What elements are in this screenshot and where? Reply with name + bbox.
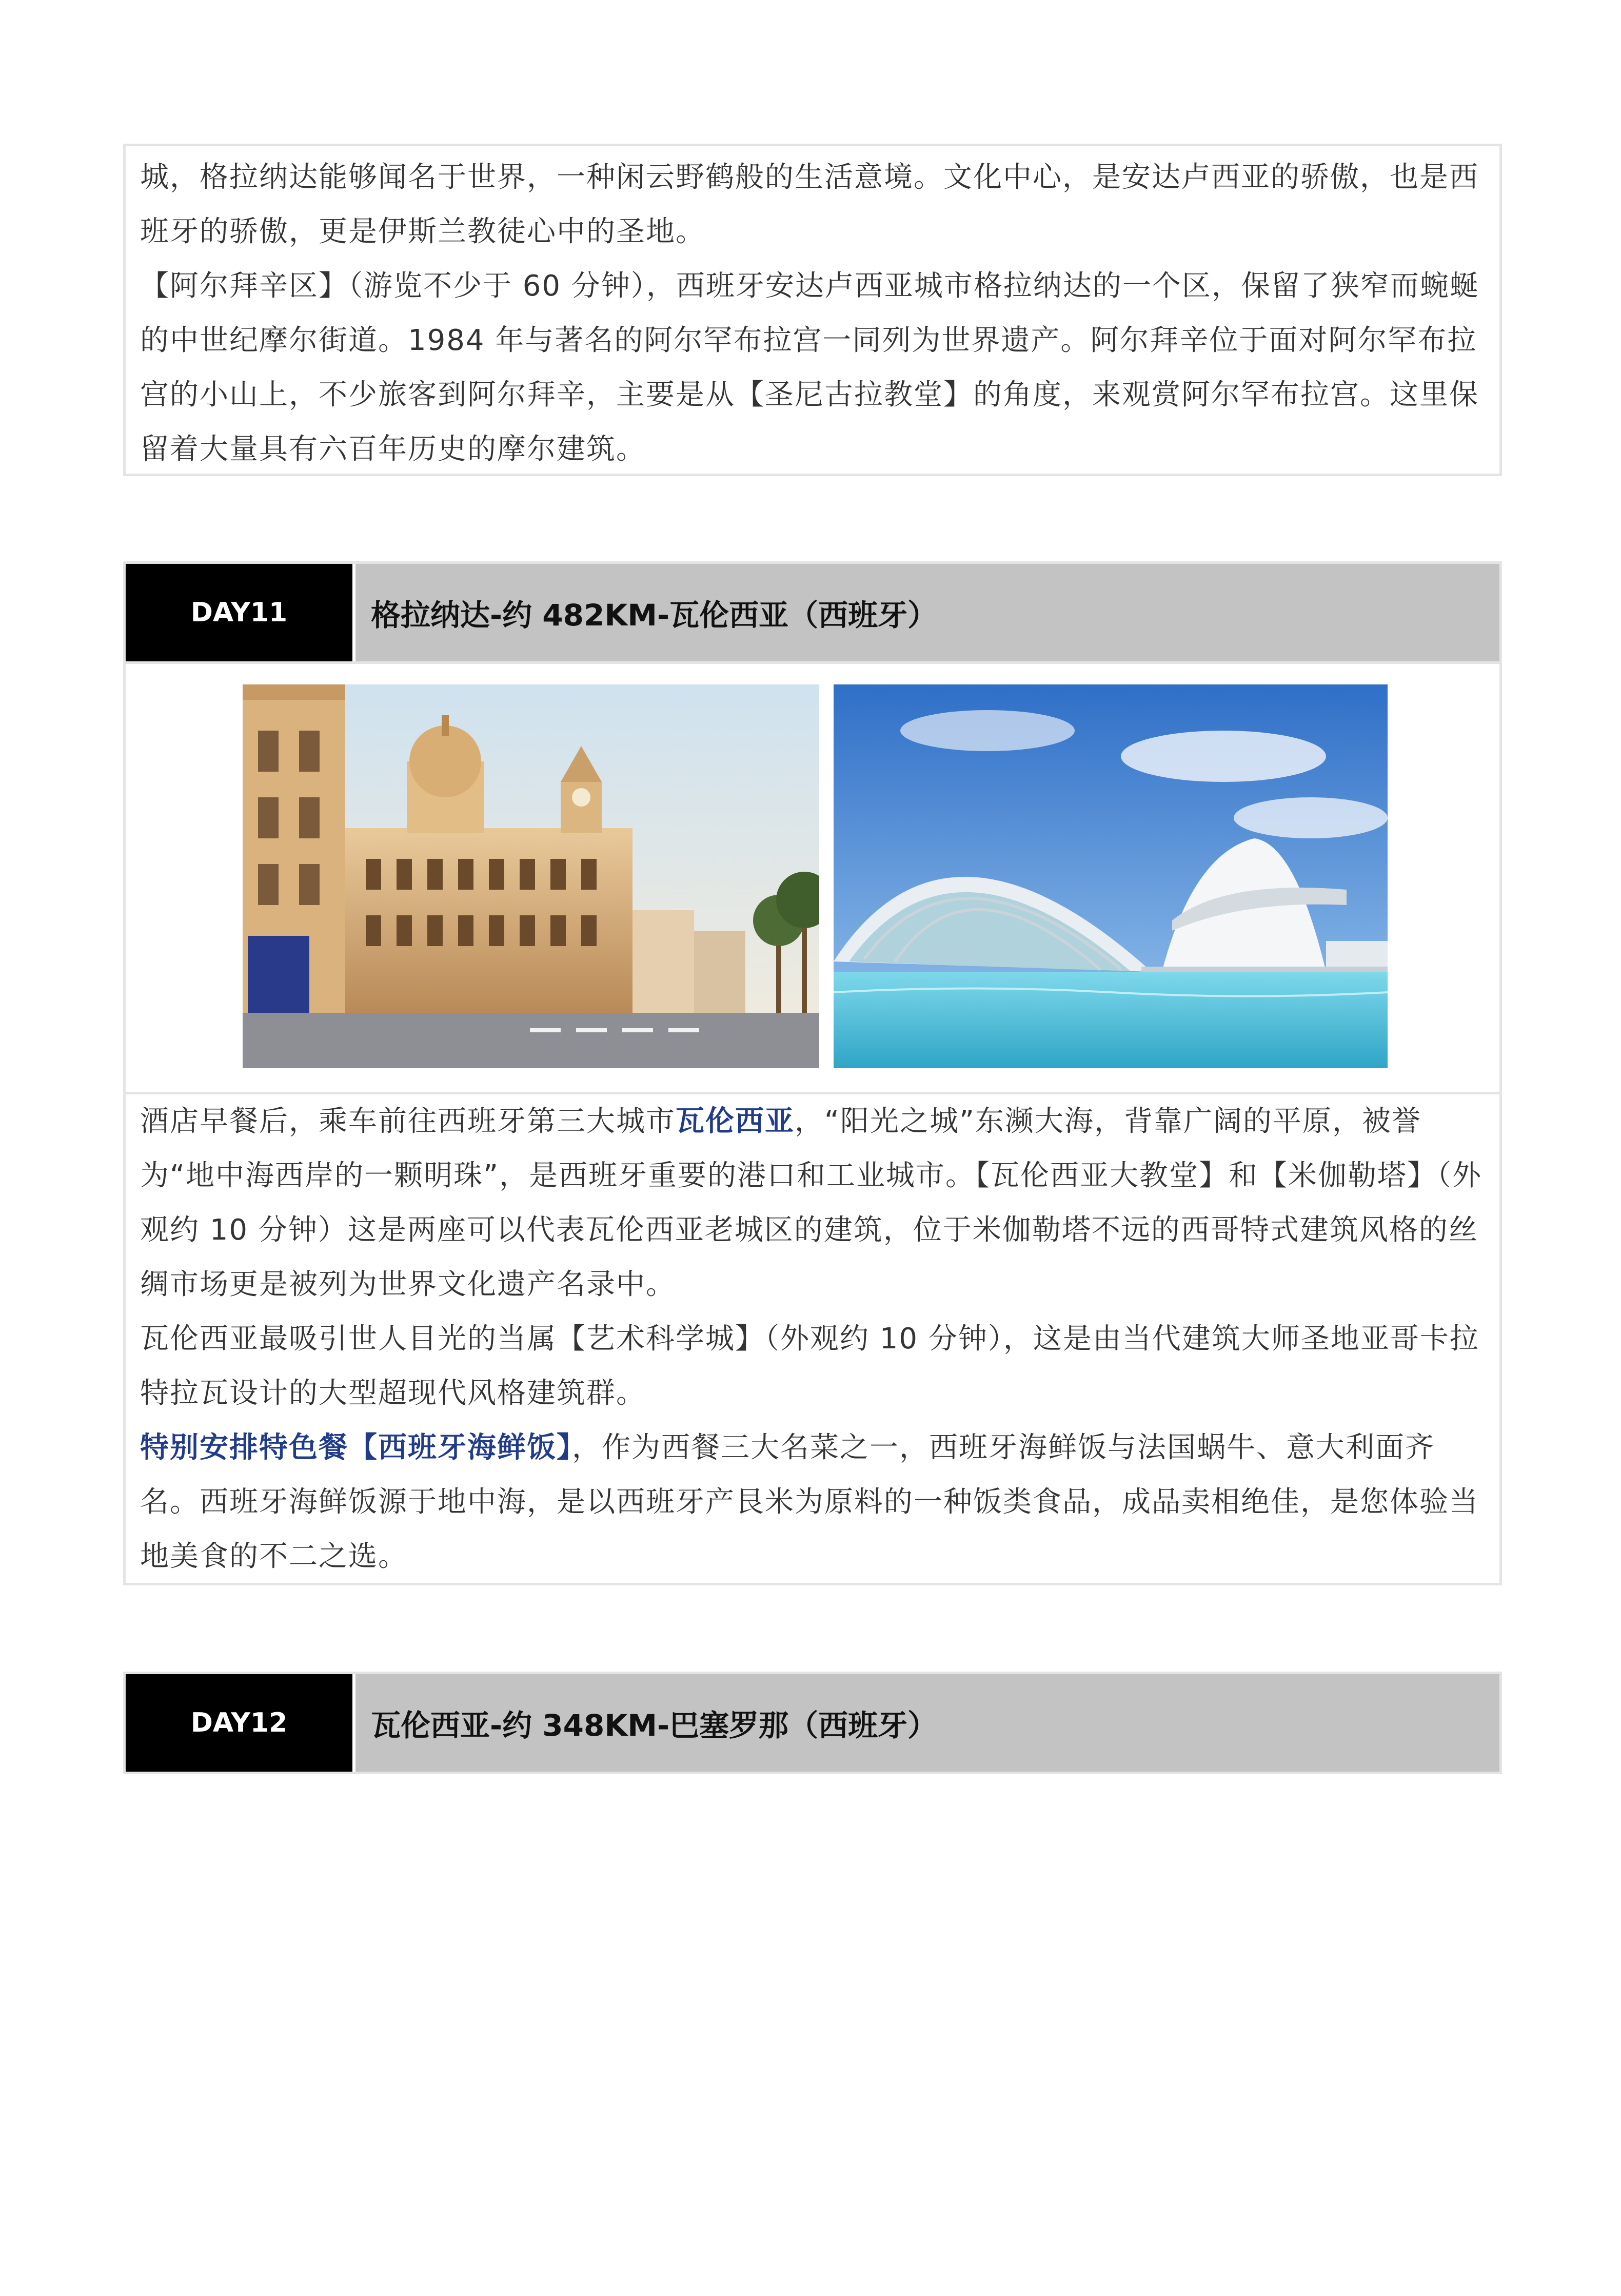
valencia-city-hall-photo [243, 684, 819, 1068]
day11-paragraph-2: 瓦伦西亚最吸引世人目光的当属【艺术科学城】（外观约 10 分钟），这是由当代建筑大师圣地亚哥卡拉特拉瓦设计的大型超现代风格建筑群。 [140, 1322, 1479, 1410]
intro-paragraph-2: 【阿尔拜辛区】（游览不少于 60 分钟），西班牙安达卢西亚城市格拉纳达的一个区，保留了狭窄而蜿蜒的中世纪摩尔街道。1984 年与著名的阿尔罕布拉宫一同列为世界遗产。阿尔拜辛位于面对阿尔罕布拉宫的小山上，不少旅客到阿尔拜辛，主要是从【圣尼古拉教堂】的角度，来观赏阿尔罕布拉宫。这里保留着大量具有六百年历史的摩尔建筑。 [140, 269, 1479, 466]
day11-paragraph-1 [126, 1094, 1499, 1312]
day11-label: DAY11 [126, 564, 352, 661]
day11-p1-text-b: ，“阳光之城”东濒大海，背靠广阔的平原，被誉为“地中海西岸的一颗明珠”，是西班牙重要的港口和工业城市。【瓦伦西亚大教堂】和【米伽勒塔】（外观约 10 分钟）这是两座可以代表瓦伦西亚老城区的建筑，位于米伽勒塔不远的西哥特式建筑风格的丝绸市场更是被列为世界文化遗产名录中。 [140, 1105, 1482, 1301]
intro-paragraph-1: 城，格拉纳达能够闻名于世界，一种闲云野鹤般的生活意境。文化中心，是安达卢西亚的骄傲，也是西班牙的骄傲，更是伊斯兰教徒心中的圣地。 [140, 161, 1479, 248]
city-of-arts-sciences-photo [834, 684, 1388, 1068]
day11-title: 格拉纳达-约 482KM-瓦伦西亚（西班牙） [355, 564, 1499, 661]
day11-text-box [123, 1092, 1502, 1585]
day11-header [123, 561, 1502, 664]
day12-header [123, 1672, 1502, 1774]
day12-title: 瓦伦西亚-约 348KM-巴塞罗那（西班牙） [355, 1674, 1499, 1772]
day11-photo-row [123, 664, 1502, 1100]
valencia-highlight: 瓦伦西亚 [676, 1105, 795, 1138]
day11-paragraph-3 [126, 1421, 1499, 1584]
day12-label: DAY12 [126, 1674, 352, 1772]
intro-text-box [123, 144, 1502, 476]
day11-p1-text-a: 酒店早餐后，乘车前往西班牙第三大城市 [140, 1105, 676, 1138]
day11-p3-text: ，作为西餐三大名菜之一，西班牙海鲜饭与法国蜗牛、意大利面齐名。西班牙海鲜饭源于地中海，是以西班牙产艮米为原料的一种饭类食品，成品卖相绝佳，是您体验当地美食的不二之选。 [140, 1431, 1479, 1573]
paella-highlight: 特别安排特色餐【西班牙海鲜饭】 [140, 1431, 572, 1464]
